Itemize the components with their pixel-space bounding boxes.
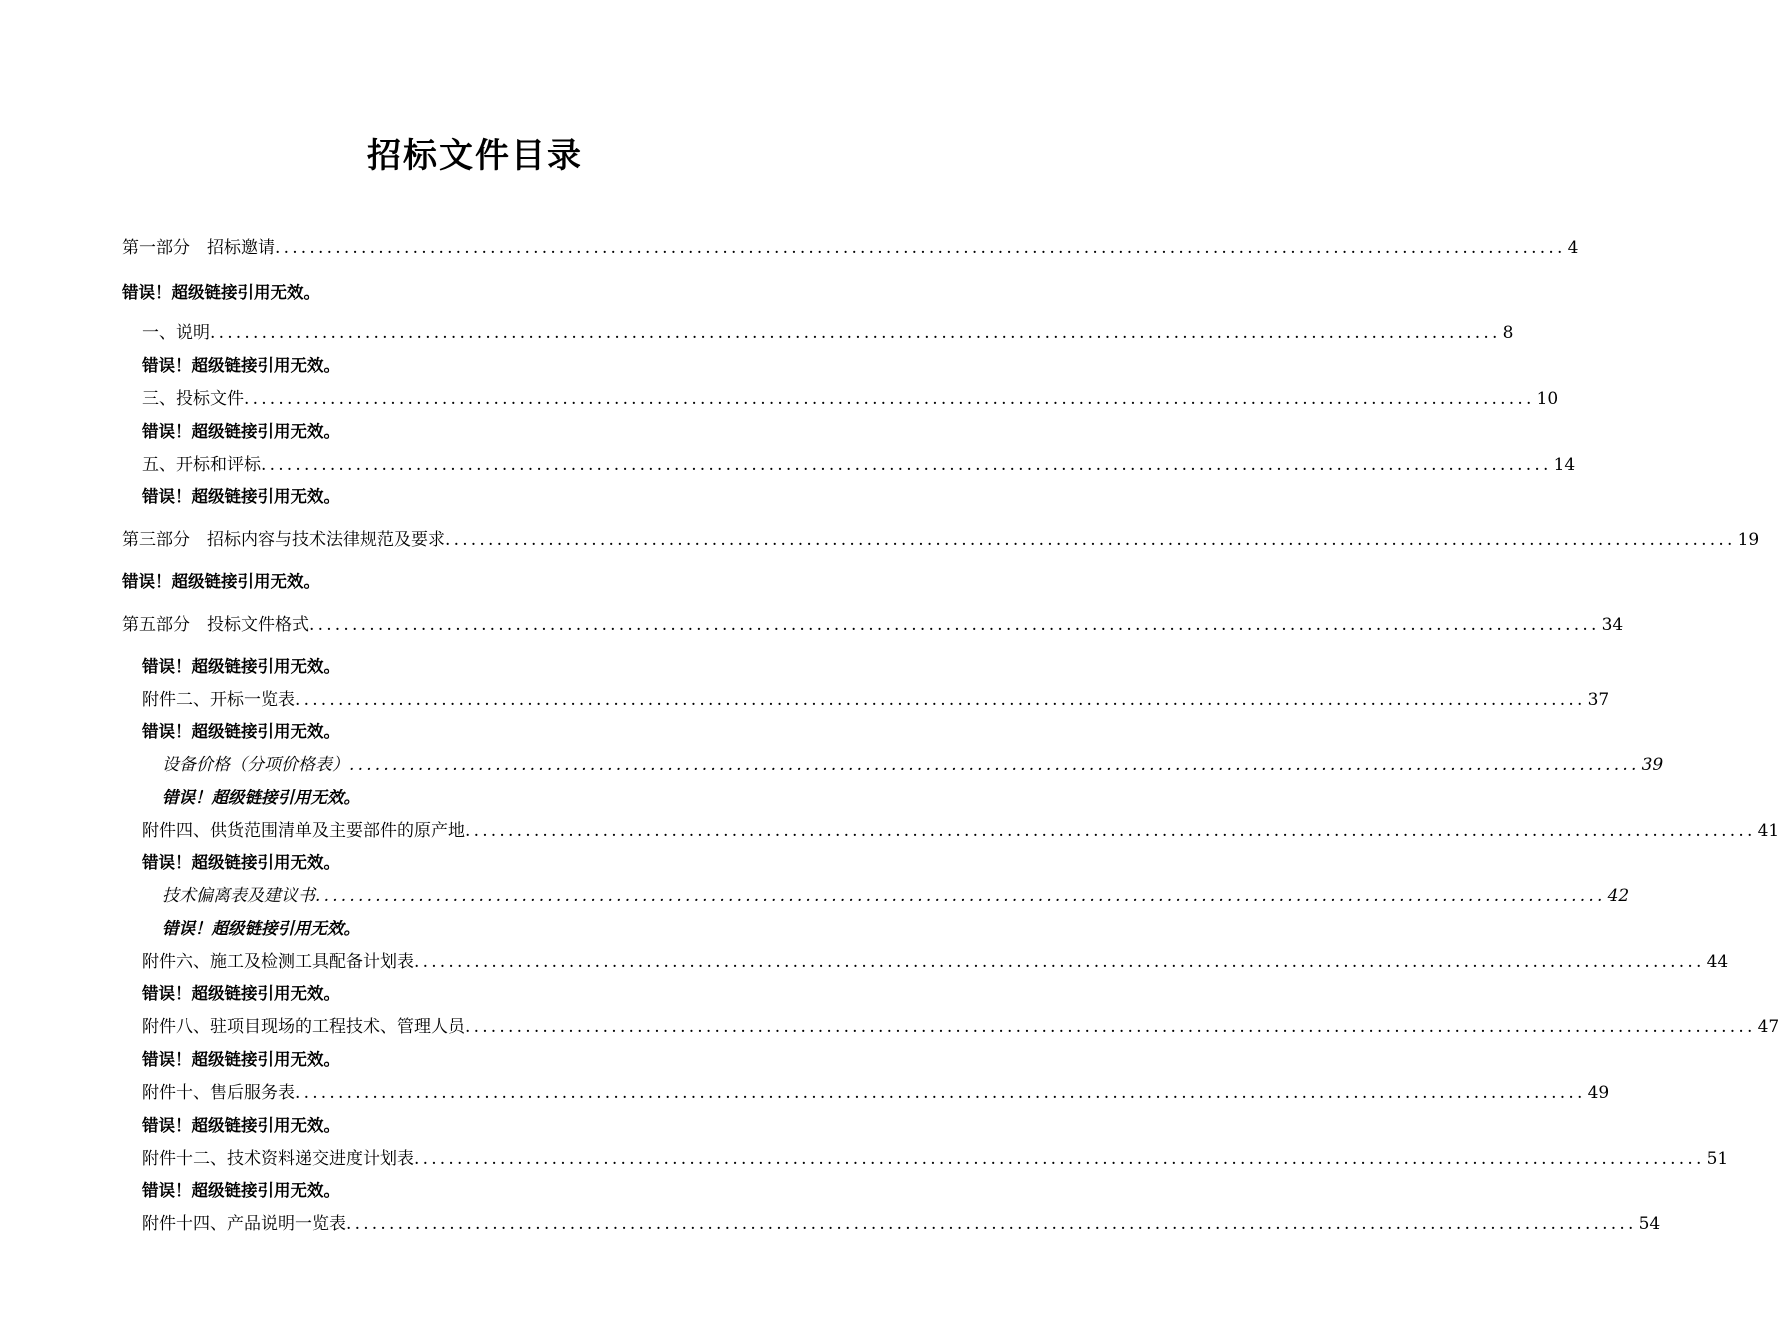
toc-entry-label: 一、说明 bbox=[142, 323, 210, 343]
toc-error-message: 错误！超级链接引用无效。 bbox=[122, 283, 320, 302]
toc-page-number: 41 bbox=[1757, 821, 1779, 841]
toc-entry-appendix-2[interactable] bbox=[142, 687, 1610, 713]
toc-error-message: 错误！超级链接引用无效。 bbox=[142, 1050, 340, 1069]
toc-entry-label: 附件十四、产品说明一览表 bbox=[142, 1214, 346, 1234]
document-title: 招标文件目录 bbox=[367, 136, 583, 176]
toc-entry-label: 附件四、供货范围清单及主要部件的原产地 bbox=[142, 821, 465, 841]
toc-leader-dots: ...................................................................................................................................................... bbox=[414, 1149, 1705, 1169]
toc-entry-part-3[interactable] bbox=[122, 527, 1760, 553]
toc-leader-dots: ...................................................................................................................................................... bbox=[309, 615, 1600, 635]
toc-entry-label: 五、开标和评标 bbox=[142, 455, 261, 475]
toc-entry-appendix-14[interactable] bbox=[142, 1211, 1661, 1237]
toc-entry-appendix-8[interactable] bbox=[142, 1014, 1779, 1040]
toc-page-number: 44 bbox=[1706, 952, 1729, 972]
toc-leader-dots: ...................................................................................................................................................... bbox=[275, 238, 1566, 258]
toc-entry-part-1[interactable] bbox=[122, 235, 1579, 261]
toc-leader-dots: ...................................................................................................................................................... bbox=[261, 455, 1552, 475]
toc-error-message: 错误！超级链接引用无效。 bbox=[142, 657, 340, 676]
toc-leader-dots: ...................................................................................................................................................... bbox=[315, 886, 1606, 906]
toc-error-message: 错误！超级链接引用无效。 bbox=[142, 984, 340, 1003]
toc-leader-dots: ...................................................................................................................................................... bbox=[295, 690, 1586, 710]
toc-entry-explanation[interactable] bbox=[142, 320, 1514, 346]
toc-error-message: 错误！超级链接引用无效。 bbox=[122, 572, 320, 591]
toc-page-number: 10 bbox=[1536, 389, 1559, 409]
toc-leader-dots: ...................................................................................................................................................... bbox=[244, 389, 1535, 409]
toc-entry-label: 附件八、驻项目现场的工程技术、管理人员 bbox=[142, 1017, 465, 1037]
toc-entry-part-5[interactable] bbox=[122, 612, 1624, 638]
toc-entry-appendix-12[interactable] bbox=[142, 1146, 1729, 1172]
toc-entry-bid-documents[interactable] bbox=[142, 386, 1559, 412]
toc-entry-label: 第一部分 招标邀请 bbox=[122, 238, 275, 258]
toc-leader-dots: ...................................................................................................................................................... bbox=[295, 1083, 1586, 1103]
toc-page-number: 54 bbox=[1638, 1214, 1661, 1234]
toc-leader-dots: ...................................................................................................................................................... bbox=[349, 755, 1640, 775]
toc-entry-label: 设备价格（分项价格表） bbox=[162, 755, 349, 775]
toc-page-number: 39 bbox=[1641, 755, 1664, 775]
toc-entry-label: 第五部分 投标文件格式 bbox=[122, 615, 309, 635]
toc-leader-dots: ...................................................................................................................................................... bbox=[465, 1017, 1756, 1037]
toc-entry-technical-deviation[interactable] bbox=[162, 883, 1630, 909]
toc-error-message: 错误！超级链接引用无效。 bbox=[142, 1181, 340, 1200]
toc-entry-label: 技术偏离表及建议书 bbox=[162, 886, 315, 906]
toc-entry-bid-opening[interactable] bbox=[142, 452, 1576, 478]
toc-error-message: 错误！超级链接引用无效。 bbox=[162, 919, 360, 938]
toc-error-message: 错误！超级链接引用无效。 bbox=[142, 422, 340, 441]
toc-page-number: 34 bbox=[1601, 615, 1624, 635]
toc-error-message: 错误！超级链接引用无效。 bbox=[142, 853, 340, 872]
toc-entry-appendix-10[interactable] bbox=[142, 1080, 1610, 1106]
toc-page-number: 51 bbox=[1706, 1149, 1729, 1169]
toc-entry-label: 第三部分 招标内容与技术法律规范及要求 bbox=[122, 530, 445, 550]
toc-leader-dots: ...................................................................................................................................................... bbox=[210, 323, 1501, 343]
toc-page-number: 47 bbox=[1757, 1017, 1779, 1037]
toc-page-number: 19 bbox=[1737, 530, 1760, 550]
toc-entry-appendix-6[interactable] bbox=[142, 949, 1729, 975]
toc-leader-dots: ...................................................................................................................................................... bbox=[445, 530, 1736, 550]
toc-page-number: 8 bbox=[1502, 323, 1514, 343]
toc-leader-dots: ...................................................................................................................................................... bbox=[414, 952, 1705, 972]
toc-error-message: 错误！超级链接引用无效。 bbox=[162, 788, 360, 807]
toc-error-message: 错误！超级链接引用无效。 bbox=[142, 356, 340, 375]
toc-page-number: 14 bbox=[1553, 455, 1576, 475]
toc-entry-label: 附件二、开标一览表 bbox=[142, 690, 295, 710]
toc-page-number: 37 bbox=[1587, 690, 1610, 710]
toc-entry-appendix-4[interactable] bbox=[142, 818, 1779, 844]
toc-entry-label: 三、投标文件 bbox=[142, 389, 244, 409]
toc-page-number: 4 bbox=[1567, 238, 1579, 258]
toc-page-number: 42 bbox=[1607, 886, 1630, 906]
toc-error-message: 错误！超级链接引用无效。 bbox=[142, 722, 340, 741]
toc-page-number: 49 bbox=[1587, 1083, 1610, 1103]
toc-entry-label: 附件六、施工及检测工具配备计划表 bbox=[142, 952, 414, 972]
toc-entry-label: 附件十二、技术资料递交进度计划表 bbox=[142, 1149, 414, 1169]
toc-error-message: 错误！超级链接引用无效。 bbox=[142, 487, 340, 506]
toc-leader-dots: ...................................................................................................................................................... bbox=[346, 1214, 1637, 1234]
toc-entry-equipment-price[interactable] bbox=[162, 752, 1664, 778]
toc-error-message: 错误！超级链接引用无效。 bbox=[142, 1116, 340, 1135]
toc-leader-dots: ...................................................................................................................................................... bbox=[465, 821, 1756, 841]
toc-entry-label: 附件十、售后服务表 bbox=[142, 1083, 295, 1103]
